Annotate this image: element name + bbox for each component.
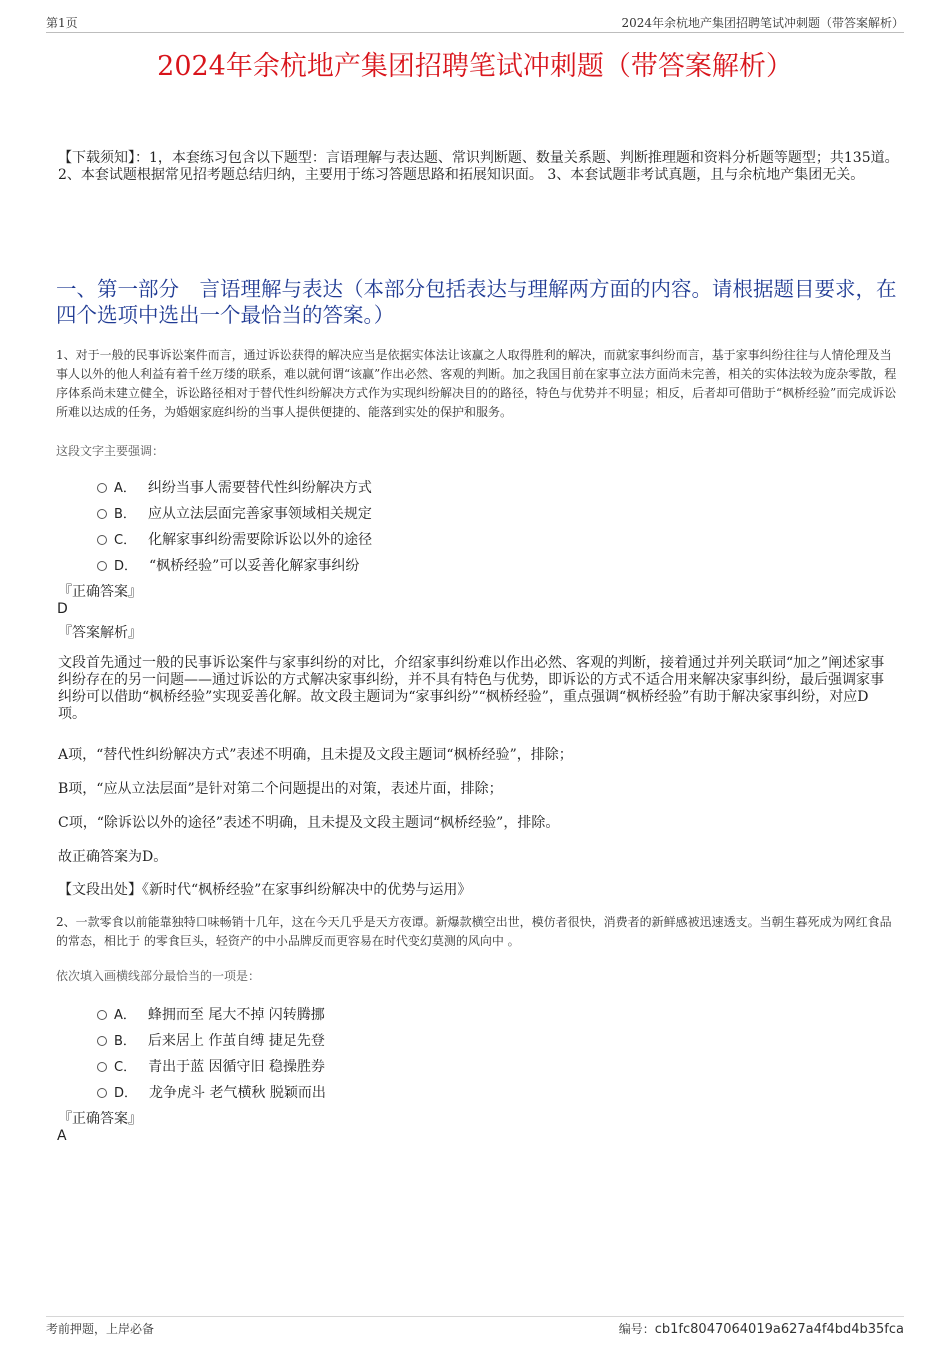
option-text: 蜂拥而至 尾大不掉 闪转腾挪 — [147, 1007, 325, 1023]
q1-conclusion: 故正确答案为D。 — [58, 849, 168, 865]
option-key: A． — [114, 1008, 136, 1023]
section-title: 一、第一部分 言语理解与表达（本部分包括表达与理解两方面的内容。请根据题目要求，在四个选项中选出一个最恰当的答案。） — [56, 277, 897, 327]
q1-text: 1、对于一般的民事诉讼案件而言，通过诉讼获得的解决应当是依据实体法让该赢之人取得胜利的解决，而就家事纠纷而言，基于家事纠纷往往与人情伦理及当事人以外的他人利益有着千丝万缕的联系，难以就何谓“该赢”作出必然、客观的判断。加之我国目前在家事立法方面尚未完善，相关的实体法较为庞杂零散，程序体系尚未建立健全，诉讼路径相对于替代性纠纷解决方式作为实现纠纷解决目的的路径，特色与优势并不明显；相反，后者却可借助于“枫桥经验”而完成诉讼所难以达成的任务，为婚姻家庭纠纷的当事人提供便捷的、能落到实处的保护和服务。 — [56, 348, 897, 419]
option-text: 纠纷当事人需要替代性纠纷解决方式 — [147, 480, 372, 496]
page-number: 第1页 — [46, 16, 78, 30]
option-text: 青出于蓝 因循守旧 稳操胜券 — [148, 1059, 325, 1075]
q1-point-b: B项，“应从立法层面”是针对第二个问题提出的对策，表述片面，排除； — [58, 781, 503, 797]
radio-icon[interactable] — [97, 561, 107, 571]
q2-prompt: 依次填入画横线部分最恰当的一项是： — [56, 969, 261, 983]
option-key: A． — [114, 481, 136, 496]
option-text: “枫桥经验”可以妥善化解家事纠纷 — [149, 558, 360, 574]
q2-option-d[interactable] — [97, 1082, 326, 1102]
q1-prompt: 这段文字主要强调： — [56, 444, 165, 458]
q2-option-c[interactable] — [97, 1056, 325, 1076]
radio-icon[interactable] — [97, 1010, 107, 1020]
footer-slogan: 考前押题，上岸必备 — [46, 1322, 155, 1336]
q2-answer-label: 『正确答案』 — [58, 1111, 142, 1127]
radio-icon[interactable] — [97, 509, 107, 519]
page-footer — [46, 1316, 904, 1337]
option-key: D． — [114, 559, 138, 574]
q1-answer-label: 『正确答案』 — [58, 584, 142, 600]
option-key: C． — [114, 533, 137, 548]
option-text: 龙争虎斗 老气横秋 脱颖而出 — [149, 1085, 326, 1101]
radio-icon[interactable] — [97, 535, 107, 545]
q1-analysis: 文段首先通过一般的民事诉讼案件与家事纠纷的对比，介绍家事纠纷难以作出必然、客观的判断，接着通过并列关联词“加之”阐述家事纠纷存在的另一问题——通过诉讼的方式解决家事纠纷，并不具有特色与优势，即诉讼的方式不适合用来解决家事纠纷，最后强调家事纠纷可以借助“枫桥经验”实现妥善化解。故文段主题词为“家事纠纷”“枫桥经验”，重点强调“枫桥经验”有助于解决家事纠纷，对应D项。 — [58, 655, 885, 722]
q1-option-b[interactable] — [97, 503, 372, 523]
q1-option-a[interactable] — [97, 477, 372, 497]
q2-answer: A — [57, 1128, 67, 1144]
option-text: 化解家事纠纷需要除诉讼以外的途径 — [148, 532, 373, 548]
option-key: D． — [114, 1086, 138, 1101]
q1-point-a: A项，“替代性纠纷解决方式”表述不明确，且未提及文段主题词“枫桥经验”，排除； — [58, 747, 573, 763]
footer-code — [619, 1320, 904, 1337]
footer-code-value: cb1fc8047064019a627a4f4bd4b35fca — [654, 1322, 904, 1337]
q1-source: 【文段出处】《新时代“枫桥经验”在家事纠纷解决中的优势与运用》 — [58, 882, 472, 898]
option-key: C． — [114, 1060, 137, 1075]
q1-analysis-label: 『答案解析』 — [58, 625, 142, 641]
q1-point-c: C项，“除诉讼以外的途径”表述不明确，且未提及文段主题词“枫桥经验”，排除。 — [58, 815, 560, 831]
radio-icon[interactable] — [97, 1088, 107, 1098]
download-notice: 【下载须知】：1，本套练习包含以下题型：言语理解与表达题、常识判断题、数量关系题、判断推理题和资料分析题等题型；共135道。 2、本套试题根据常见招考题总结归纳，主要用于练习答题思路和拓展知识面。 3、本套试题非考试真题，且与余杭地产集团无关。 — [58, 150, 899, 183]
radio-icon[interactable] — [97, 483, 107, 493]
footer-code-label: 编号： — [618, 1322, 655, 1336]
q1-option-d[interactable] — [97, 555, 359, 575]
q2-option-b[interactable] — [97, 1030, 325, 1050]
q2-option-a[interactable] — [97, 1004, 325, 1024]
radio-icon[interactable] — [97, 1062, 107, 1072]
q1-option-c[interactable] — [97, 529, 372, 549]
page-header — [46, 14, 904, 33]
q1-answer: D — [57, 601, 68, 617]
option-text: 应从立法层面完善家事领域相关规定 — [147, 506, 372, 522]
option-key: B． — [114, 507, 136, 522]
page-title: 2024年余杭地产集团招聘笔试冲刺题（带答案解析） — [157, 51, 793, 82]
q2-text: 2、一款零食以前能靠独特口味畅销十几年，这在今天几乎是天方夜谭。新爆款横空出世，模仿者很快，消费者的新鲜感被迅速透支。当朝生暮死成为网红食品的常态，相比于 的零食巨头，轻资产的中小品牌反而更容易在时代变幻莫测的风向中 。 — [56, 915, 892, 948]
header-doc-title: 2024年余杭地产集团招聘笔试冲刺题（带答案解析） — [621, 16, 904, 30]
option-text: 后来居上 作茧自缚 捷足先登 — [147, 1033, 325, 1049]
option-key: B． — [114, 1034, 136, 1049]
radio-icon[interactable] — [97, 1036, 107, 1046]
